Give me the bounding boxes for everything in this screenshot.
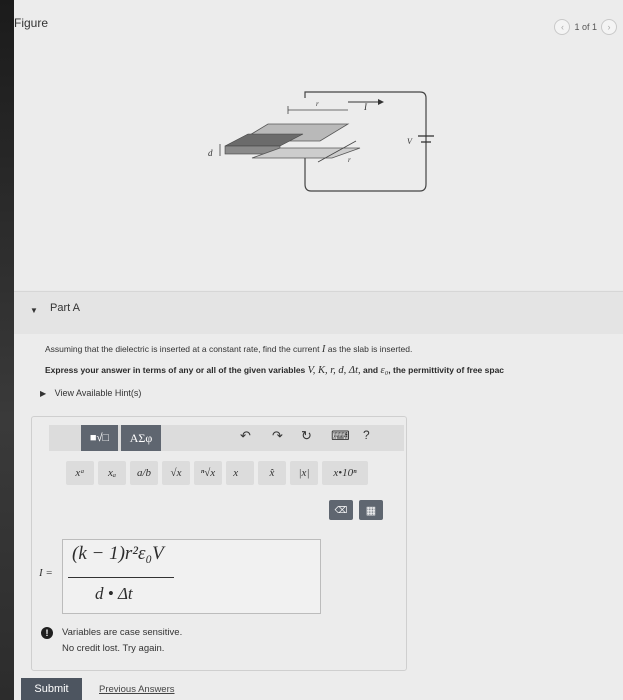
fraction-button[interactable]: a/b	[130, 461, 158, 485]
current-arrowhead	[378, 99, 384, 105]
answer-variable-label: I =	[39, 567, 53, 579]
formula-denominator: d • Δt	[95, 584, 133, 603]
keypad-icon: ▦	[365, 504, 377, 517]
alert-icon: !	[41, 627, 53, 639]
help-icon[interactable]: ?	[363, 428, 370, 442]
sqrt-button[interactable]: √x	[162, 461, 190, 485]
label-V: V	[407, 137, 412, 146]
scientific-notation-button[interactable]: x•10ⁿ	[322, 461, 368, 485]
feedback-line-2: No credit lost. Try again.	[62, 643, 165, 654]
redo-icon[interactable]: ↷	[272, 428, 283, 443]
keypad-button[interactable]	[359, 500, 383, 520]
submit-button[interactable]: Submit	[21, 678, 82, 700]
label-d: d	[208, 148, 213, 158]
label-I: I	[364, 102, 367, 112]
answer-instructions: Express your answer in terms of any or all of the given variables V, K, r, d, Δt, and ε₀, the permittivity of free spac	[45, 365, 505, 376]
view-hints-link[interactable]	[40, 388, 141, 398]
label-r-bottom: r	[348, 156, 351, 164]
abs-value-button[interactable]: |x|	[290, 461, 318, 485]
superscript-button[interactable]: xᵃ	[66, 461, 94, 485]
undo-icon[interactable]: ↶	[240, 428, 251, 443]
part-label: Part A	[50, 302, 80, 314]
expand-triangle-icon: ▶	[40, 389, 47, 398]
chevron-right-icon[interactable]: ›	[601, 19, 617, 35]
keyboard-icon[interactable]: ⌨	[331, 428, 350, 443]
chevron-left-icon[interactable]: ‹	[554, 19, 570, 35]
previous-answers-link[interactable]: Previous Answers	[99, 684, 175, 695]
hints-label: View Available Hint(s)	[54, 388, 142, 398]
figure-title: Figure	[14, 16, 49, 30]
backspace-icon: ⌫	[334, 504, 348, 515]
templates-button[interactable]	[81, 425, 118, 451]
fraction-bar	[68, 577, 174, 578]
figure-pager	[554, 19, 617, 35]
label-r-top: r	[316, 100, 319, 108]
window-left-edge	[0, 0, 14, 700]
reset-icon[interactable]: ↻	[301, 428, 312, 443]
subscript-button[interactable]: xₐ	[98, 461, 126, 485]
delete-button[interactable]	[329, 500, 353, 520]
collapse-triangle-icon[interactable]: ▼	[30, 306, 38, 315]
question-text: Assuming that the dielectric is inserted at a constant rate, find the current I as the slab is inserted.	[45, 344, 413, 355]
symbols-button[interactable]: ΑΣφ	[121, 425, 161, 451]
templates-icon: ■√□	[89, 432, 110, 444]
part-a-header[interactable]	[14, 291, 623, 334]
nth-root-button[interactable]: ⁿ√x	[194, 461, 222, 485]
vector-button[interactable]: x⃗	[226, 461, 254, 485]
pager-text: 1 of 1	[574, 22, 597, 32]
math-buttons-row	[66, 461, 372, 487]
dielectric-slab	[225, 134, 303, 146]
unit-vector-button[interactable]: x̂	[258, 461, 286, 485]
formula-numerator: (k − 1)r²ε₀V	[72, 543, 164, 564]
feedback-line-1: Variables are case sensitive.	[62, 627, 183, 638]
capacitor-diagram	[198, 86, 438, 196]
